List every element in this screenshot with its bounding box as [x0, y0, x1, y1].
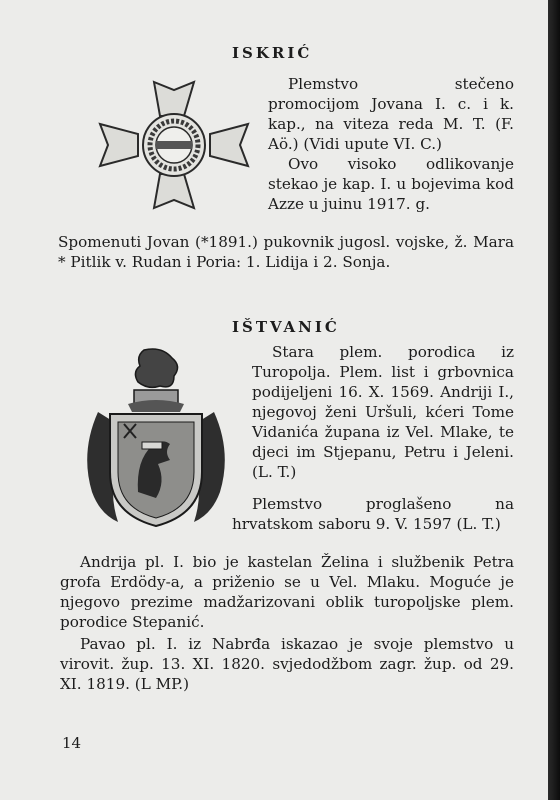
- entry-heading-istvanic: IŠTVANIĆ: [232, 318, 340, 336]
- istvanic-paragraph-4: Pavao pl. I. iz Nabrđa iskazao je svoje plemstvo u virovit. žup. 13. XI. 1820. svjedodžbom zagr. žup. od 29. XI. 1819. (L MP.): [60, 635, 514, 693]
- istvanic-paragraph-2: Plemstvo proglašeno na hrvatskom saboru 9. V. 1597 (L. T.): [232, 495, 514, 533]
- iskric-paragraph-2: Ovo visoko odlikovanje stekao je kap. I. u bojevima kod Azze u juinu 1917. g.: [268, 155, 514, 213]
- entry-heading-iskric: ISKRIĆ: [232, 44, 313, 62]
- iskric-paragraph-1: Plemstvo stečeno promocijom Jovana I. c. i k. kap., na viteza reda M. T. (F. Aö.) (Vidi upute VI. C.): [268, 75, 514, 153]
- page-number: 14: [62, 734, 82, 752]
- coat-of-arms-image: [78, 342, 234, 532]
- page-edge-shadow: [548, 0, 560, 800]
- iskric-paragraph-3: Spomenuti Jovan (*1891.) pukovnik jugosl. vojske, ž. Mara * Pitlik v. Rudan i Poria: 1. Lidija i 2. Sonja.: [58, 233, 514, 271]
- istvanic-paragraph-3: Andrija pl. I. bio je kastelan Želina i službenik Petra grofa Erdödy-a, a priženio se u Vel. Mlaku. Moguće je njegovo prezime madžarizovani oblik turopoljske plem. porodice Stepanić.: [60, 553, 514, 631]
- order-cross-image: [92, 76, 252, 214]
- istvanic-paragraph-1: Stara plem. porodica iz Turopolja. Plem. list i grbovnica podijeljeni 16. X. 1569. Andriji I., njegovoj ženi Uršuli, kćeri Tome Vidanića župana iz Vel. Mlake, te djeci im Stjepanu, Petru i Jeleni. (L. T.): [252, 343, 514, 481]
